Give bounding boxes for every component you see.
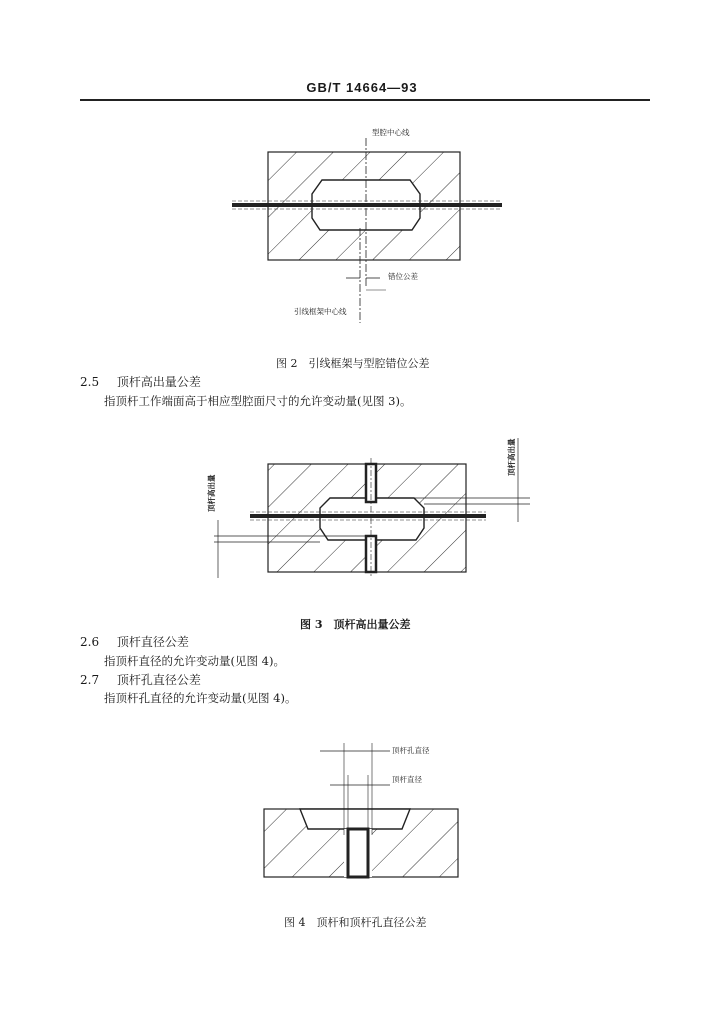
section-title: 顶杆孔直径公差 xyxy=(116,673,201,687)
label-pin-protrusion-left: 顶杆高出量 xyxy=(207,474,216,512)
section-2-5-definition: 指顶杆工作端面高于相应型腔面尺寸的允许变动量(见图 3)。 xyxy=(104,394,412,408)
header-rule xyxy=(80,99,650,101)
label-pin-diameter: 顶杆直径 xyxy=(392,775,422,784)
cavity xyxy=(320,498,424,540)
section-number: 2.6 xyxy=(80,635,100,649)
label-offset-tolerance: 错位公差 xyxy=(388,272,418,281)
ejector-pin xyxy=(348,829,368,877)
figure-3-caption: 图 3 顶杆高出量公差 xyxy=(300,618,411,631)
figure-4-diagram xyxy=(250,735,470,885)
figure-2-diagram xyxy=(220,118,520,328)
section-title: 顶杆高出量公差 xyxy=(116,375,201,389)
label-pin-protrusion-right: 顶杆高出量 xyxy=(507,438,516,476)
label-cavity-center: 型腔中心线 xyxy=(372,128,410,137)
figure-3-diagram xyxy=(200,428,540,588)
section-2-7-definition: 指顶杆孔直径的允许变动量(见图 4)。 xyxy=(104,691,297,705)
section-2-7-heading xyxy=(80,671,201,688)
section-number: 2.5 xyxy=(80,375,100,389)
section-title: 顶杆直径公差 xyxy=(116,635,189,649)
figure-2-caption: 图 2 引线框架与型腔错位公差 xyxy=(276,357,430,370)
section-2-6-heading xyxy=(80,633,189,650)
lead-frame xyxy=(232,203,502,207)
section-2-6-definition: 指顶杆直径的允许变动量(见图 4)。 xyxy=(104,654,285,668)
cavity xyxy=(300,809,410,829)
figure-4-caption: 图 4 顶杆和顶杆孔直径公差 xyxy=(284,916,427,929)
label-hole-diameter: 顶杆孔直径 xyxy=(392,746,430,755)
standard-number-header: GB/T 14664—93 xyxy=(306,80,418,95)
label-leadframe-center: 引线框架中心线 xyxy=(294,307,347,316)
section-2-5-heading xyxy=(80,373,201,390)
section-number: 2.7 xyxy=(80,673,100,687)
lead-frame xyxy=(250,514,486,518)
